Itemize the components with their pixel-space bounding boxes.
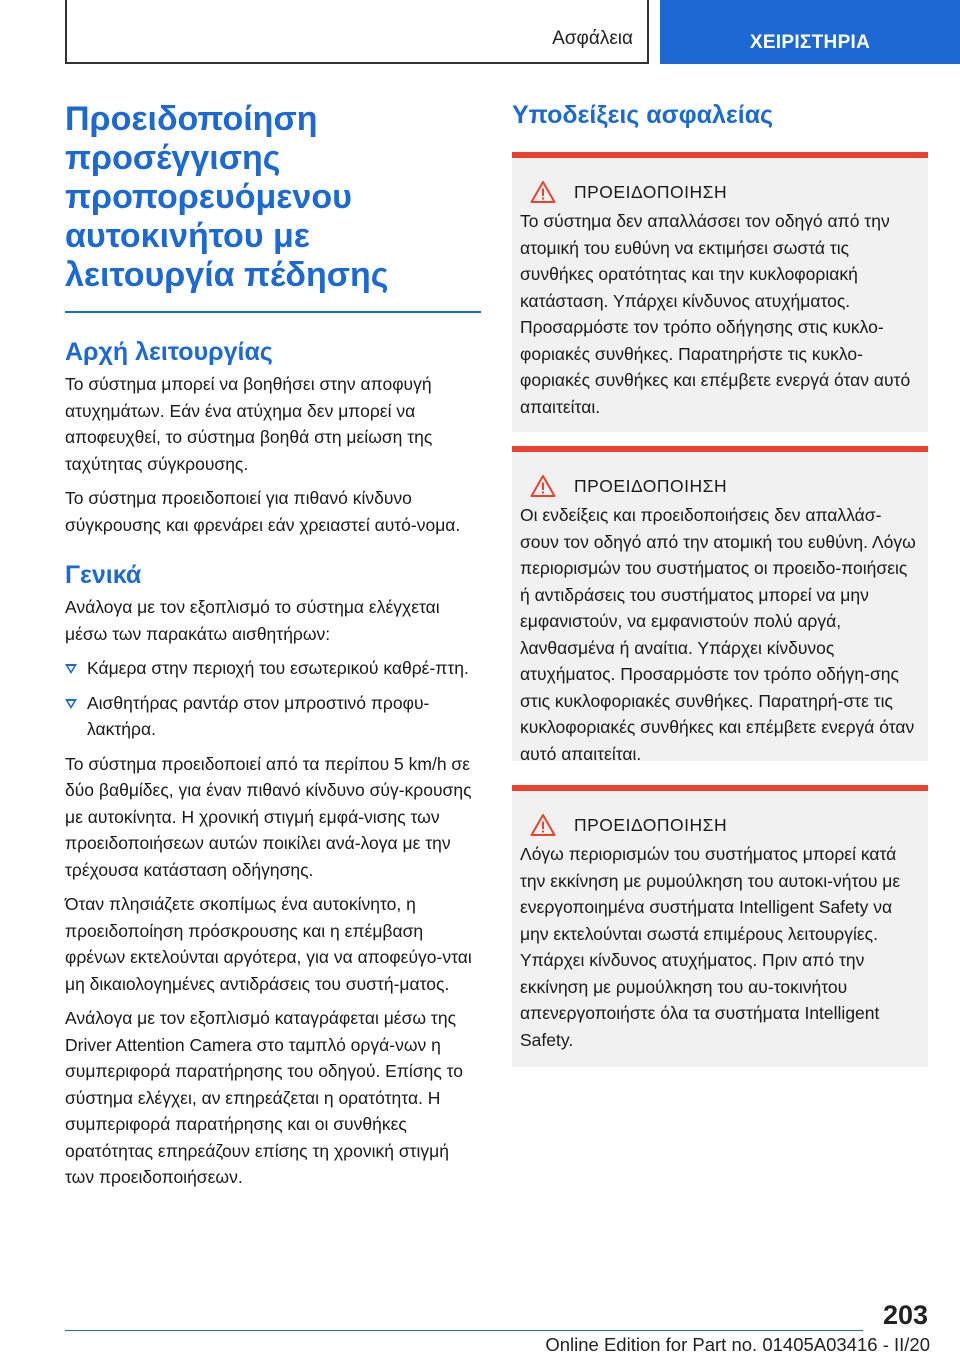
warning-box [512, 785, 928, 1067]
header-chapter-label: ΧΕΙΡΙΣΤΗΡΙΑ [749, 32, 871, 53]
warning-title: ΠΡΟΕΙΔΟΠΟΙΗΣΗ [574, 475, 728, 496]
general-paragraph-3: Όταν πλησιάζετε σκοπίμως ένα αυτοκίνητο, η προειδοποίηση πρόσκρουσης και η επέμβαση φρένων εκτελούνται αργότερα, για να αποφεύγο-νται μη δικαιολογημένες αντιδράσεις του συστή-ματος. [65, 894, 472, 994]
warning-text: Το σύστημα δεν απαλλάσσει τον οδηγό από την ατομική του ευθύνη να εκτιμήσει σωστά τις συνθήκες ορατότητας και την κυκλοφοριακή κατάσταση. Υπάρχει κίνδυνος ατυχήματος. Προσαρμόστε τον τρόπο οδήγησης στις κυκλο-φοριακές συνθήκες. Παρατηρήστε τις κυκλο-φοριακές συνθήκες και επέμβετε ενεργά όταν αυτό απαιτείται. [520, 211, 911, 417]
page-title: Προειδοποίηση προσέγγισης προπορευόμενου αυτοκινήτου με λειτουργία πέδησης [65, 100, 389, 294]
header-section-title: Ασφάλεια [552, 28, 633, 49]
list-item [65, 655, 481, 682]
warning-triangle-icon [530, 813, 556, 837]
header-section-box [65, 0, 649, 64]
principle-paragraph-2: Το σύστημα προειδοποιεί για πιθανό κίνδυνο σύγκρουσης και φρενάρει εάν χρειαστεί αυτό-νομα. [65, 488, 461, 535]
header-chapter-tab [660, 0, 960, 64]
list-item-text: Αισθητήρας ραντάρ στον μπροστινό προφυ-λακτήρα. [87, 692, 430, 739]
general-heading: Γενικά [65, 561, 142, 589]
list-item-text: Κάμερα στην περιοχή του εσωτερικού καθρέ-πτη. [87, 658, 469, 678]
warning-title: ΠΡΟΕΙΔΟΠΟΙΗΣΗ [574, 814, 728, 835]
list-item [65, 690, 481, 743]
general-paragraph-1: Ανάλογα με τον εξοπλισμό το σύστημα ελέγχεται μέσω των παρακάτω αισθητήρων: [65, 597, 440, 644]
safety-notes-heading: Υποδείξεις ασφαλείας [512, 101, 774, 129]
footer-divider [65, 1330, 863, 1331]
principle-heading: Αρχή λειτουργίας [65, 338, 273, 366]
warning-box [512, 152, 928, 432]
warning-text: Οι ενδείξεις και προειδοποιήσεις δεν απαλλάσ-σουν τον οδηγό από την ατομική του ευθύνη. Λόγω περιορισμών του συστήματος οι προειδο-ποιήσεις ή αντιδράσεις του συστήματος μπορεί να μην εμφανιστούν, να εμφανιστούν πολύ αργά, λανθασμένα ή αναίτια. Υπάρχει κίνδυνος ατυχήματος. Προσαρμόστε τον τρόπο οδήγη-σης στις κυκλοφοριακές συνθήκες. Παρατηρή-στε τις κυκλοφοριακές συνθήκες και επέμβετε ενεργά όταν αυτό απαιτείται. [520, 505, 916, 764]
warning-header [520, 474, 920, 498]
warning-text: Λόγω περιορισμών του συστήματος μπορεί κατά την εκκίνηση με ρυμούλκηση του αυτοκι-νήτου με ενεργοποιημένα συστήματα Intelligent Safety να μην εκτελούνται σωστά επιμέρους λειτουργίες. Υπάρχει κίνδυνος ατυχήματος. Πριν από την εκκίνηση με ρυμούλκηση του αυ-τοκινήτου απενεργοποιήστε όλα τα συστήματα Intelligent Safety. [520, 844, 901, 1050]
left-column [65, 100, 481, 1199]
right-column [512, 100, 928, 1067]
warning-box [512, 446, 928, 764]
triangle-bullet-icon [65, 664, 77, 674]
general-paragraph-4: Ανάλογα με τον εξοπλισμό καταγράφεται μέσω της Driver Attention Camera στο ταμπλό οργά-νων η συμπεριφορά παρατήρησης του οδηγού. Επίσης το σύστημα ελέγχει, αν επηρεάζεται η ορατότητα. Η συμπεριφορά παρατήρησης και οι συνθήκες ορατότητας επηρεάζουν επίσης τη χρονική στιγμή των προειδοποιήσεων. [65, 1008, 464, 1187]
warning-header [520, 813, 920, 837]
title-divider [65, 311, 481, 313]
general-paragraph-2: Το σύστημα προειδοποιεί από τα περίπου 5 km/h σε δύο βαθμίδες, για έναν πιθανό κίνδυνο σύγ-κρουσης με αυτοκίνητα. Η χρονική στιγμή εμφά-νισης των προειδοποιήσεων αυτών ποικίλει ανά-λογα με την τρέχουσα κατάσταση οδήγησης. [65, 753, 472, 880]
sensor-list [65, 655, 481, 743]
principle-paragraph-1: Το σύστημα μπορεί να βοηθήσει στην αποφυγή ατυχημάτων. Εάν ένα ατύχημα δεν μπορεί να αποφευχθεί, το σύστημα βοηθά στη μείωση της ταχύτητας σύγκρουσης. [65, 374, 433, 474]
warning-header [520, 180, 920, 204]
warning-title: ΠΡΟΕΙΔΟΠΟΙΗΣΗ [574, 181, 728, 202]
warning-triangle-icon [530, 180, 556, 204]
footer-edition: Online Edition for Part no. 01405A03416 - II/20 [545, 1334, 930, 1355]
triangle-bullet-icon [65, 699, 77, 709]
warning-triangle-icon [530, 474, 556, 498]
page-number: 203 [882, 1300, 928, 1330]
